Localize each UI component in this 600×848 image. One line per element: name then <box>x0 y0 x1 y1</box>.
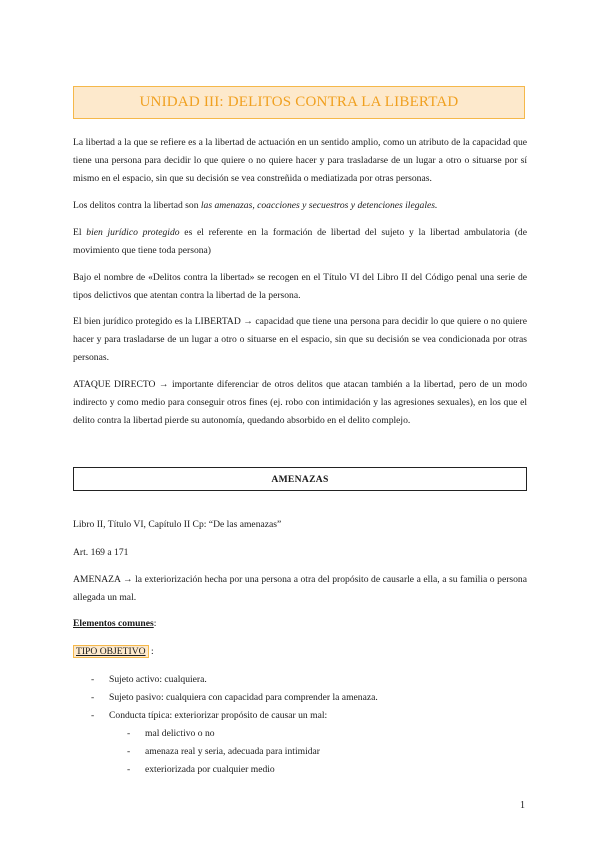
paragraph-delitos-text: Los delitos contra la libertad son <box>73 200 201 211</box>
paragraph-titulo-vi: Bajo el nombre de «Delitos contra la libertad» se recogen en el Título VI del Libro II del Código penal una serie de tipos delictivos que atentan contra la libertad de la persona. <box>73 272 527 301</box>
title-box <box>73 86 525 119</box>
paragraph-delitos-italic: las amenazas, coacciones y secuestros y detenciones ilegales. <box>200 200 438 211</box>
list-item-sujeto-pasivo: Sujeto pasivo: cualquiera con capacidad para comprender la amenaza. <box>109 692 378 703</box>
page-title: UNIDAD III: DELITOS CONTRA LA LIBERTAD <box>139 94 459 110</box>
list-dash: - <box>91 674 95 685</box>
bien-juridico-prefix: El <box>73 227 87 238</box>
paragraph-ataque-directo: ATAQUE DIRECTO → importante diferenciar de otros delitos que atacan también a la libertad, pero de un modo indirecto y como medio para conseguir otros fines (ej. robo con intimidación y las agresiones sexuales), en los que el delito contra la libertad pierde su autonomía, quedando absorbido en el delito complejo. <box>73 379 527 426</box>
elements-label: Elementos comunes <box>73 618 154 629</box>
list-item-conducta-tipica: Conducta típica: exteriorizar propósito de causar un mal: <box>109 710 328 721</box>
elements-heading <box>73 617 156 631</box>
sublist-dash: - <box>127 728 131 739</box>
paragraph-libertad-bien: El bien jurídico protegido es la LIBERTAD → capacidad que tiene una persona para decidir lo que quiere o no quiere hacer y para trasladarse de un lugar a otro o situarse en el espacio, sin que su decisión se vea condicionada por otras personas. <box>73 316 527 363</box>
amenaza-definition: AMENAZA → la exteriorización hecha por una persona a otra del propósito de causarle a ella, a su familia o persona allegada un mal. <box>73 574 527 603</box>
section-header-box <box>73 467 527 491</box>
section-title: AMENAZAS <box>271 473 329 485</box>
bien-juridico-italic: bien jurídico protegido <box>86 227 180 238</box>
sublist-item-exteriorizada: exteriorizada por cualquier medio <box>145 764 275 775</box>
paragraph-bien-juridico <box>73 224 527 260</box>
tipo-objetivo-heading <box>73 645 154 659</box>
reference-libro: Libro II, Título VI, Capítulo II Cp: “De las amenazas” <box>73 519 282 530</box>
list-dash: - <box>91 710 95 721</box>
list-dash: - <box>91 692 95 703</box>
paragraph-libertad: La libertad a la que se refiere es a la libertad de actuación en un sentido amplio, como un atributo de la capacidad que tiene una persona para decidir lo que quiere o no quiere hacer y para trasladarse de un lugar a otro o situarse por sí mismo en el espacio, sin que su decisión se vea constreñida o mediatizada por otras personas. <box>73 137 527 184</box>
tipo-objetivo-label: TIPO OBJETIVO <box>73 645 149 658</box>
elements-colon: : <box>153 618 157 629</box>
sublist-item-amenaza-real: amenaza real y seria, adecuada para intimidar <box>145 746 320 757</box>
paragraph-delitos <box>73 197 527 215</box>
sublist-dash: - <box>127 764 131 775</box>
bien-juridico-rest: es el referente en la formación de libertad del sujeto y la libertad ambulatoria (de movimiento que tiene toda persona) <box>73 227 527 256</box>
sublist-dash: - <box>127 746 131 757</box>
list-item-sujeto-activo: Sujeto activo: cualquiera. <box>109 674 207 685</box>
sublist-item-mal: mal delictivo o no <box>145 728 215 739</box>
page-number: 1 <box>520 800 525 811</box>
reference-articulos: Art. 169 a 171 <box>73 547 129 558</box>
tipo-objetivo-colon: : <box>148 646 154 657</box>
